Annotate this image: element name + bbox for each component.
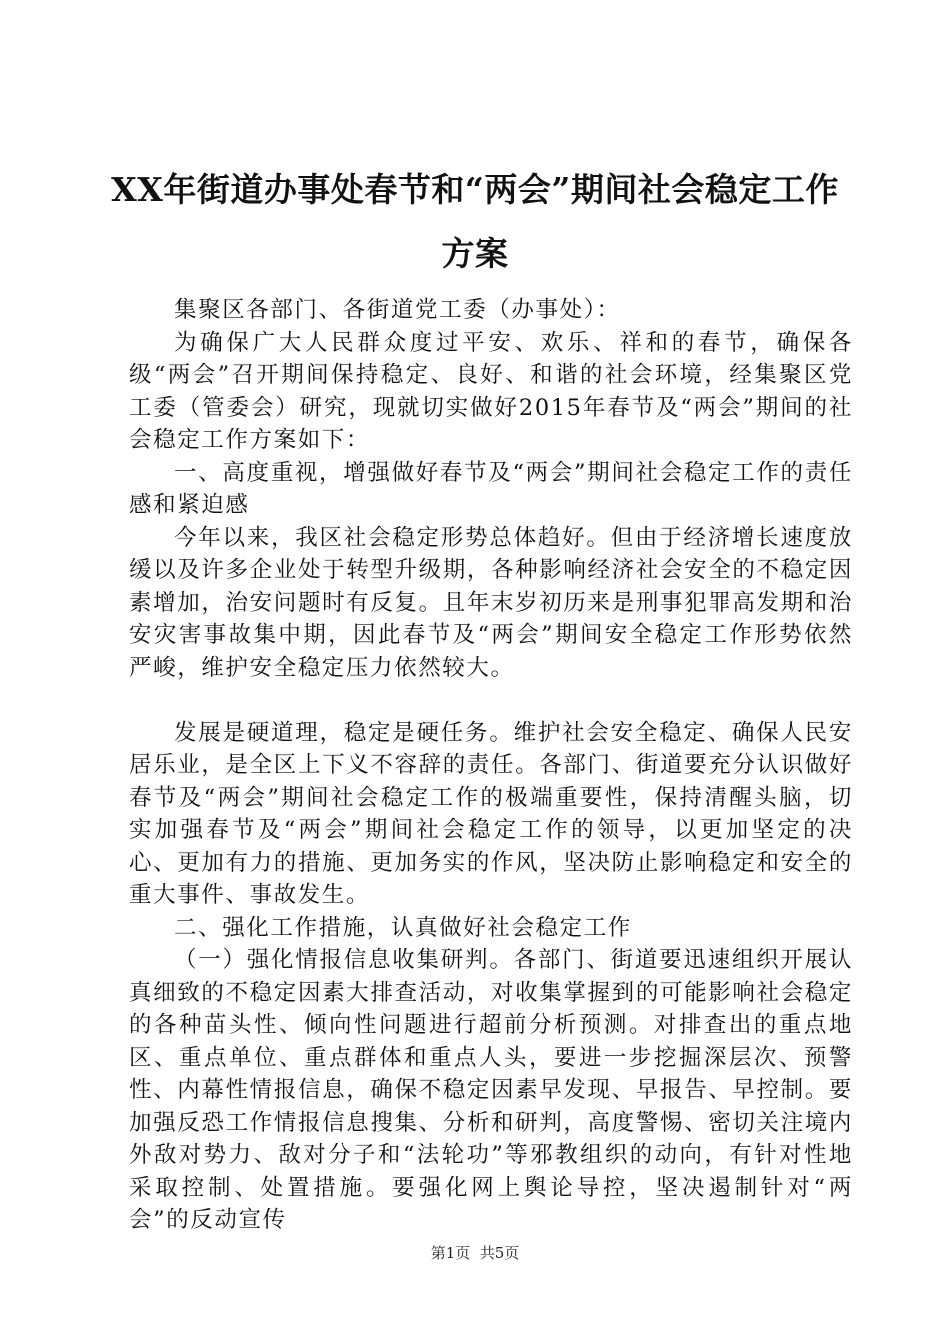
page-footer xyxy=(0,1242,950,1263)
body-paragraph: 发展是硬道理，稳定是硬任务。维护社会安全稳定、确保人民安居乐业，是全区上下义不容辞的责任。各部门、街道要充分认识做好春节及“两会”期间社会稳定工作的极端重要性，保持清醒头脑，切实加强春节及“两会”期间社会稳定工作的领导，以更加坚定的决心、更加有力的措施、更加务实的作风，坚决防止影响稳定和安全的重大事件、事故发生。 xyxy=(129,719,853,908)
body-paragraph: （一）强化情报信息收集研判。各部门、街道要迅速组织开展认真细致的不稳定因素大排查活动，对收集掌握到的可能影响社会稳定的各种苗头性、倾向性问题进行超前分析预测。对排查出的重点地区、重点单位、重点群体和重点人头，要进一步挖掘深层次、预警性、内幕性情报信息，确保不稳定因素早发现、早报告、早控制。要加强反恐工作情报信息搜集、分析和研判，高度警惕、密切关注境内外敌对势力、敌对分子和“法轮功”等邪教组织的动向，有针对性地采取控制、处置措施。要强化网上舆论导控，坚决遏制针对“两会”的反动宣传 xyxy=(129,947,853,1233)
document-title: XX年街道办事处春节和“两会”期间社会稳定工作方案 xyxy=(111,170,839,273)
section-heading-2: 二、强化工作措施，认真做好社会稳定工作 xyxy=(174,914,632,941)
document-body xyxy=(129,294,853,1237)
section-heading-1: 一、高度重视，增强做好春节及“两会”期间社会稳定工作的责任感和紧迫感 xyxy=(129,459,853,518)
page-number: 第1页 共5页 xyxy=(430,1244,520,1262)
body-paragraph: 今年以来，我区社会稳定形势总体趋好。但由于经济增长速度放缓以及许多企业处于转型升级期，各种影响经济社会安全的不稳定因素增加，治安问题时有反复。且年末岁初历来是刑事犯罪高发期和治安灾害事故集中期，因此春节及“两会”期间安全稳定工作形势依然严峻，维护安全稳定压力依然较大。 xyxy=(129,524,853,681)
intro-paragraph: 为确保广大人民群众度过平安、欢乐、祥和的春节，确保各级“两会”召开期间保持稳定、良好、和谐的社会环境，经集聚区党工委（管委会）研究，现就切实做好2015年春节及“两会”期间的社会稳定工作方案如下： xyxy=(129,329,853,453)
salutation-paragraph: 集聚区各部门、各街道党工委（办事处）： xyxy=(174,297,621,323)
